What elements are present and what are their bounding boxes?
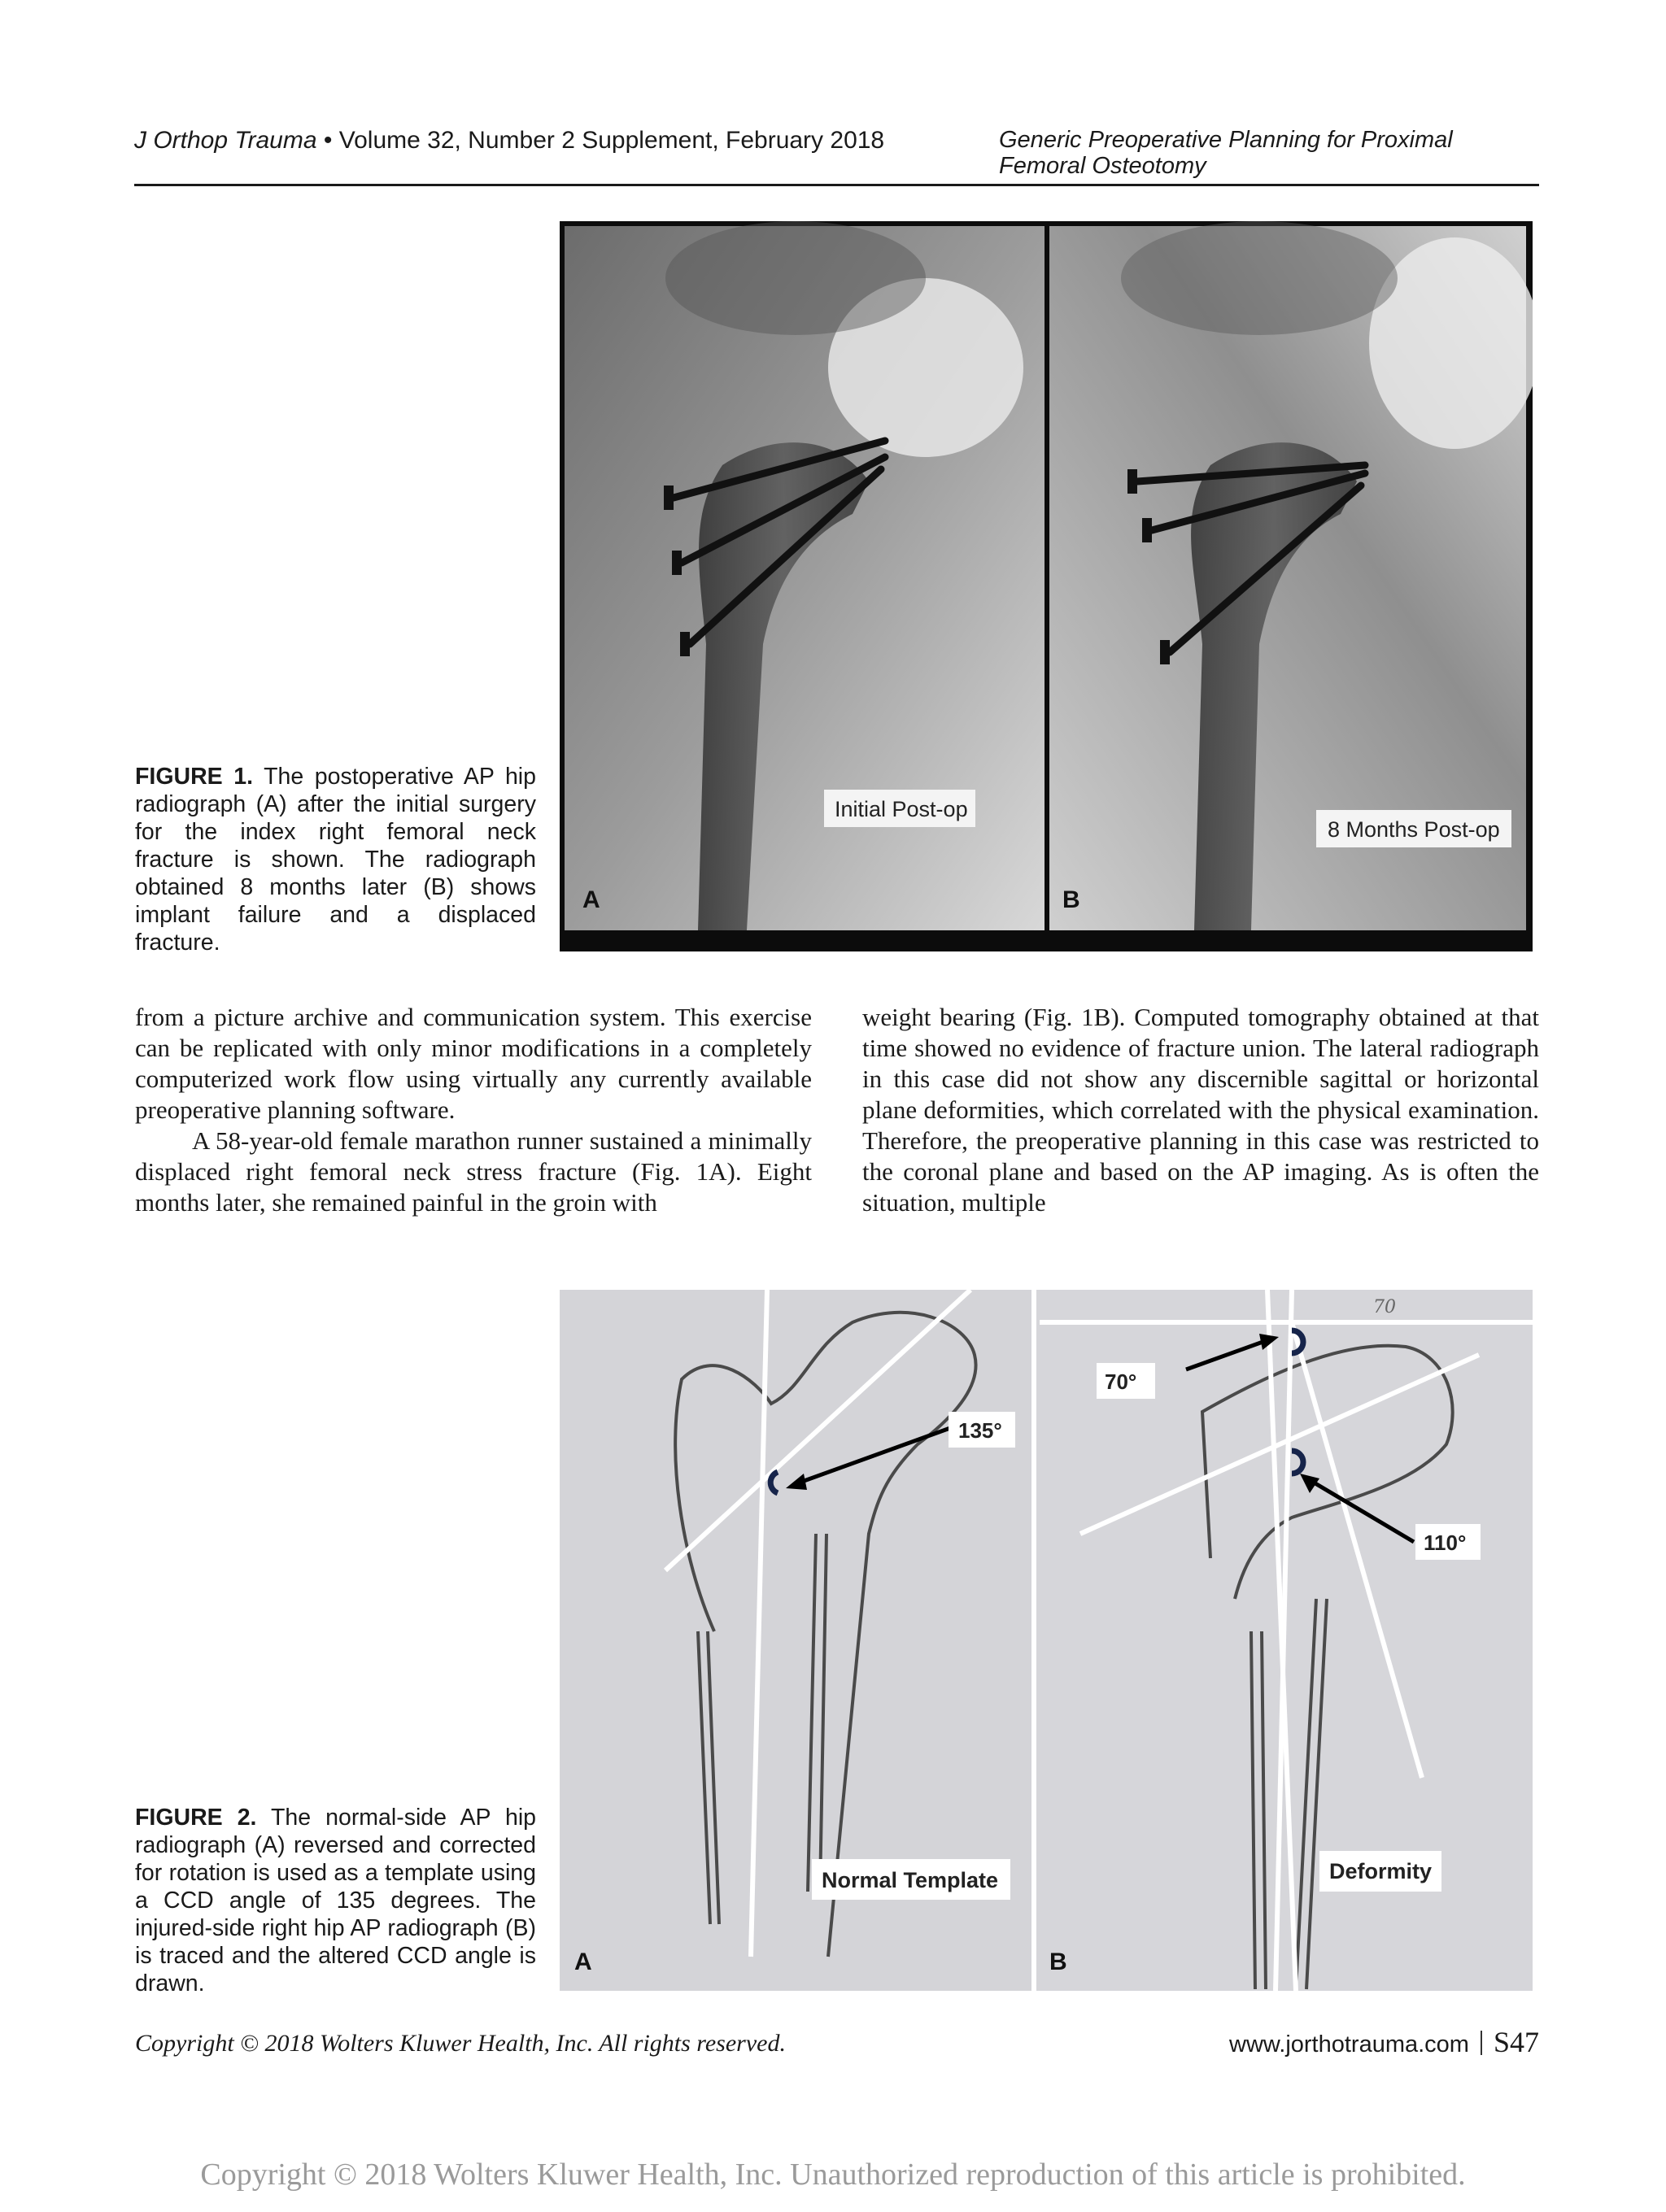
figure-2-caption-text: The normal-side AP hip radiograph (A) reversed and corrected for rotation is used as a template using a CCD angle of 135 degrees. The injured-side right hip AP radiograph (B) is traced and the altered CCD angle is drawn.: [135, 1805, 537, 1996]
panel-a-label: Initial Post-op: [835, 797, 968, 821]
panel-a-letter: A: [574, 1949, 592, 1975]
copyright-notice: Copyright © 2018 Wolters Kluwer Health, Inc. Unauthorized reproduction of this article is prohibited.: [200, 2158, 1466, 2192]
body-paragraph: A 58-year-old female marathon runner sustained a minimally displaced right femoral neck stress fracture (Fig. 1A). Eight months later, she remained painful in the groin with: [135, 1126, 812, 1217]
panel-b-letter: B: [1062, 886, 1080, 913]
body-paragraph: weight bearing (Fig. 1B). Computed tomography obtained at that time showed no evidence of fracture union. The lateral radiograph in this case did not show any discernible sagittal or horizontal plane deformities, which correlated with the physical examination. Therefore, the preoperative planning in this case was restricted to the coronal plane and based on the AP imaging. As is often the situation, multiple: [862, 1003, 1539, 1217]
body-column-right: [862, 1002, 1539, 1218]
angle-label-110: 110°: [1424, 1531, 1467, 1555]
journal-name: J Orthop Trauma: [134, 127, 317, 154]
figure-2-label: FIGURE 2.: [135, 1805, 257, 1831]
running-header-title: Generic Preoperative Planning for Proximal Femoral Osteotomy: [999, 127, 1453, 179]
figure-1-label: FIGURE 1.: [135, 764, 254, 790]
angle-label-70: 70°: [1105, 1369, 1137, 1394]
journal-volume: Volume 32, Number 2 Supplement, February 2018: [338, 127, 885, 154]
header-rule: [134, 184, 1539, 186]
radiograph-panel-a: [565, 221, 1045, 930]
page-number: S47: [1493, 2026, 1539, 2058]
figure-1-radiographs: [560, 221, 1533, 951]
radiograph-panel-b: [1049, 221, 1533, 930]
figure-1-caption: [135, 763, 536, 956]
deformity-label: Deformity: [1329, 1859, 1433, 1883]
panel-b-label: 8 Months Post-op: [1328, 817, 1500, 842]
figure-2-tracings: [560, 1290, 1533, 1991]
body-paragraph: from a picture archive and communication system. This exercise can be replicated with only minor modifications in a completely computerized work flow using virtually any currently available preoperative planning software.: [135, 1003, 812, 1124]
footer-right: [1155, 2025, 1539, 2059]
tracing-panel-a: [560, 1290, 1031, 1991]
body-column-left: [135, 1002, 812, 1218]
figure-2-caption: [135, 1804, 536, 1997]
journal-url[interactable]: www.jorthotrauma.com: [1229, 2031, 1469, 2057]
normal-template-label: Normal Template: [822, 1868, 999, 1892]
panel-b-letter: B: [1049, 1949, 1067, 1975]
header-bullet: •: [323, 127, 333, 154]
angle-label-135: 135°: [958, 1418, 1002, 1443]
figure-1-caption-text: The postoperative AP hip radiograph (A) after the initial surgery for the index right femoral neck fracture is shown. The radiograph obtained 8 months later (B) shows implant failure and a displaced fracture.: [135, 764, 536, 956]
figure-1-image: [560, 221, 1533, 951]
running-header-citation: [134, 127, 884, 155]
footer-copyright: Copyright © 2018 Wolters Kluwer Health, Inc. All rights reserved.: [135, 2030, 786, 2057]
tracing-panel-b: [1036, 1290, 1533, 1991]
figure-2-image: [560, 1290, 1533, 1991]
footer-separator: [1481, 2031, 1482, 2055]
handwritten-note: 70: [1373, 1297, 1396, 1317]
panel-a-letter: A: [582, 886, 600, 913]
